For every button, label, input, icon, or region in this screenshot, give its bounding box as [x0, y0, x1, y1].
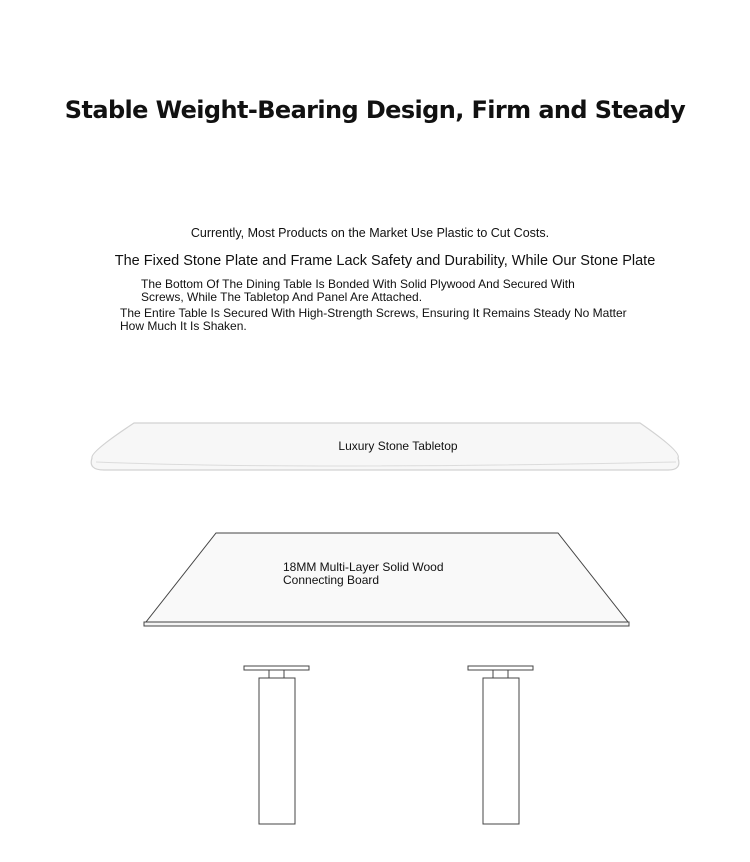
paragraph-screws: The Entire Table Is Secured With High-Strength Screws, Ensuring It Remains Steady No Matter How Much It Is Shaken.	[120, 306, 627, 333]
tabletop-label: Luxury Stone Tabletop	[338, 439, 458, 453]
page-title: Stable Weight-Bearing Design, Firm and Steady	[64, 96, 686, 124]
subheading: The Fixed Stone Plate and Frame Lack Safety and Durability, While Our Stone Plate	[114, 253, 656, 269]
table-leg-left	[244, 666, 309, 824]
board-label: 18MM Multi-Layer Solid Wood Connecting Board	[283, 560, 444, 587]
intro-text: Currently, Most Products on the Market Use Plastic to Cut Costs.	[190, 226, 550, 240]
table-leg-right	[468, 666, 533, 824]
paragraph-plywood: The Bottom Of The Dining Table Is Bonded With Solid Plywood And Secured With Screws, While The Tabletop And Panel Are Attached.	[141, 277, 575, 304]
